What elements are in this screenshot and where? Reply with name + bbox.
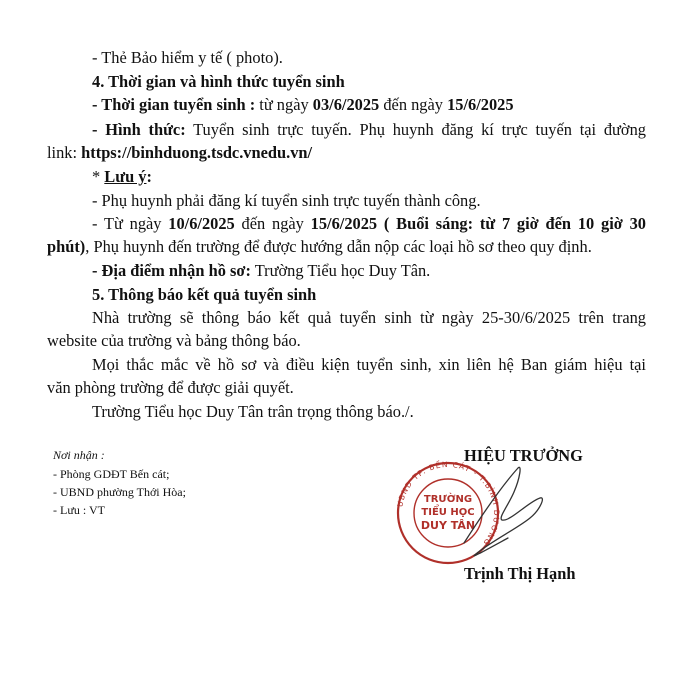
text-line: - Thẻ Bảo hiểm y tế ( photo). <box>92 48 283 67</box>
text-line: link: https://binhduong.tsdc.vnedu.vn/ <box>47 143 313 162</box>
recipients-title: Nơi nhận : <box>53 448 105 462</box>
text-line: - Thời gian tuyển sinh : từ ngày 03/6/2025 đến ngày 15/6/2025 <box>92 95 514 114</box>
recipient-item: - Phòng GDĐT Bến cát; <box>53 467 170 481</box>
note-heading: * Lưu ý: <box>92 167 152 186</box>
handwritten-signature <box>464 467 542 555</box>
recipient-item: - UBND phường Thới Hòa; <box>53 485 186 499</box>
recipient-item: - Lưu : VT <box>53 503 105 517</box>
text-line: - Từ ngày 10/6/2025 đến ngày 15/6/2025 ( Buổi sáng: từ 7 giờ đến 10 giờ 30 <box>92 214 646 233</box>
text-line: - Hình thức: Tuyển sinh trực tuyến. Phụ huynh đăng kí trực tuyến tại đường <box>92 120 646 139</box>
signature-title: HIỆU TRƯỞNG <box>464 446 583 465</box>
text-line: - Địa điểm nhận hồ sơ: Trường Tiểu học Duy Tân. <box>92 261 431 280</box>
text-line: website của trường và bảng thông báo. <box>47 331 301 350</box>
section-heading-5: 5. Thông báo kết quả tuyển sinh <box>92 285 317 304</box>
official-stamp <box>390 458 560 568</box>
stamp-line-1: TRƯỜNG <box>423 494 473 505</box>
text-line: - Phụ huynh phải đăng kí tuyển sinh trực tuyến thành công. <box>92 191 481 210</box>
stamp-line-3: DUY TÂN <box>420 519 476 532</box>
signer-name: Trịnh Thị Hạnh <box>464 564 576 583</box>
stamp-ring-text: UBND TP. BẾN CÁT - T.BÌNH DƯƠNG <box>395 459 502 548</box>
stamp-line-2: TIỂU HỌC <box>421 507 475 518</box>
text-line: văn phòng trường để được giải quyết. <box>47 378 294 397</box>
text-line: Mọi thắc mắc về hồ sơ và điều kiện tuyển sinh, xin liên hệ Ban giám hiệu tại <box>92 355 646 374</box>
text-line: phút), Phụ huynh đến trường để được hướng dẫn nộp các loại hồ sơ theo quy định. <box>47 237 592 256</box>
registration-link[interactable]: https://binhduong.tsdc.vnedu.vn/ <box>81 143 313 162</box>
section-heading-4: 4. Thời gian và hình thức tuyển sinh <box>92 72 345 91</box>
text-line: Trường Tiểu học Duy Tân trân trọng thông báo./. <box>92 402 414 421</box>
text-line: Nhà trường sẽ thông báo kết quả tuyển sinh từ ngày 25-30/6/2025 trên trang <box>92 308 646 327</box>
